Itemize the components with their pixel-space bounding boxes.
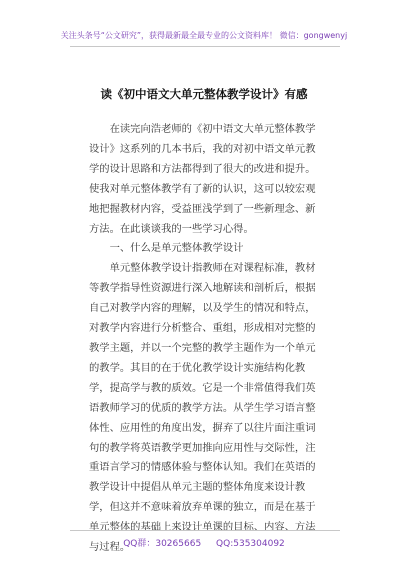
qq-group-text: QQ群：30265665 xyxy=(123,539,202,549)
page-header: 关注头条号“公文研究”，获得最新最全最专业的公文资料库！ 微信：gongwenyj xyxy=(60,31,348,40)
header-divider xyxy=(70,46,340,47)
footer-divider xyxy=(70,530,340,531)
document-title: 读《初中语文大单元整体教学设计》有感 xyxy=(100,87,308,101)
paragraph-definition: 单元整体教学设计指教师在对课程标准，教材等教学指导性资源进行深入地解读和剖析后，根据自己对教学内容的理解，以及学生的情况和特点，对教学内容进行分析整合、重组，形成相对完整的教学主题，并以一个完整的教学主题作为一个单元的教学。其目的在于优化教学设计实施结构化教学，提高学与教的质效。它是一个非常值得我们英语教师学习的优质的教学方法。从学生学习语言整体性、应用性的角度出发，摒弃了以往片面注重词句的教学将英语教学更加推向应用性与交际性，注重语言学习的情感体验与整体认知。我们在英语的教学设计中提倡从单元主题的整体角度来设计教学，但这并不意味着放弃单课的独立，而是在基于单元整体的基础上来设计单课的目标、内容、方法与过程。 xyxy=(89,262,316,554)
section-heading: 一、什么是单元整体教学设计 xyxy=(109,242,244,255)
paragraph-intro: 在读完向浩老师的《初中语文大单元整体教学设计》这系列的几本书后，我的对初中语文单元教学的设计思路和方法都得到了很大的改进和提升。使我对单元整体教学有了新的认识，这可以较宏观地把握教材内容，受益匪浅学到了一些新理念、新方法。在此谈谈我的一些学习心得。 xyxy=(89,123,316,235)
qq-text: QQ:535304092 xyxy=(216,539,285,549)
page-footer xyxy=(0,536,408,549)
document-body xyxy=(89,120,321,558)
